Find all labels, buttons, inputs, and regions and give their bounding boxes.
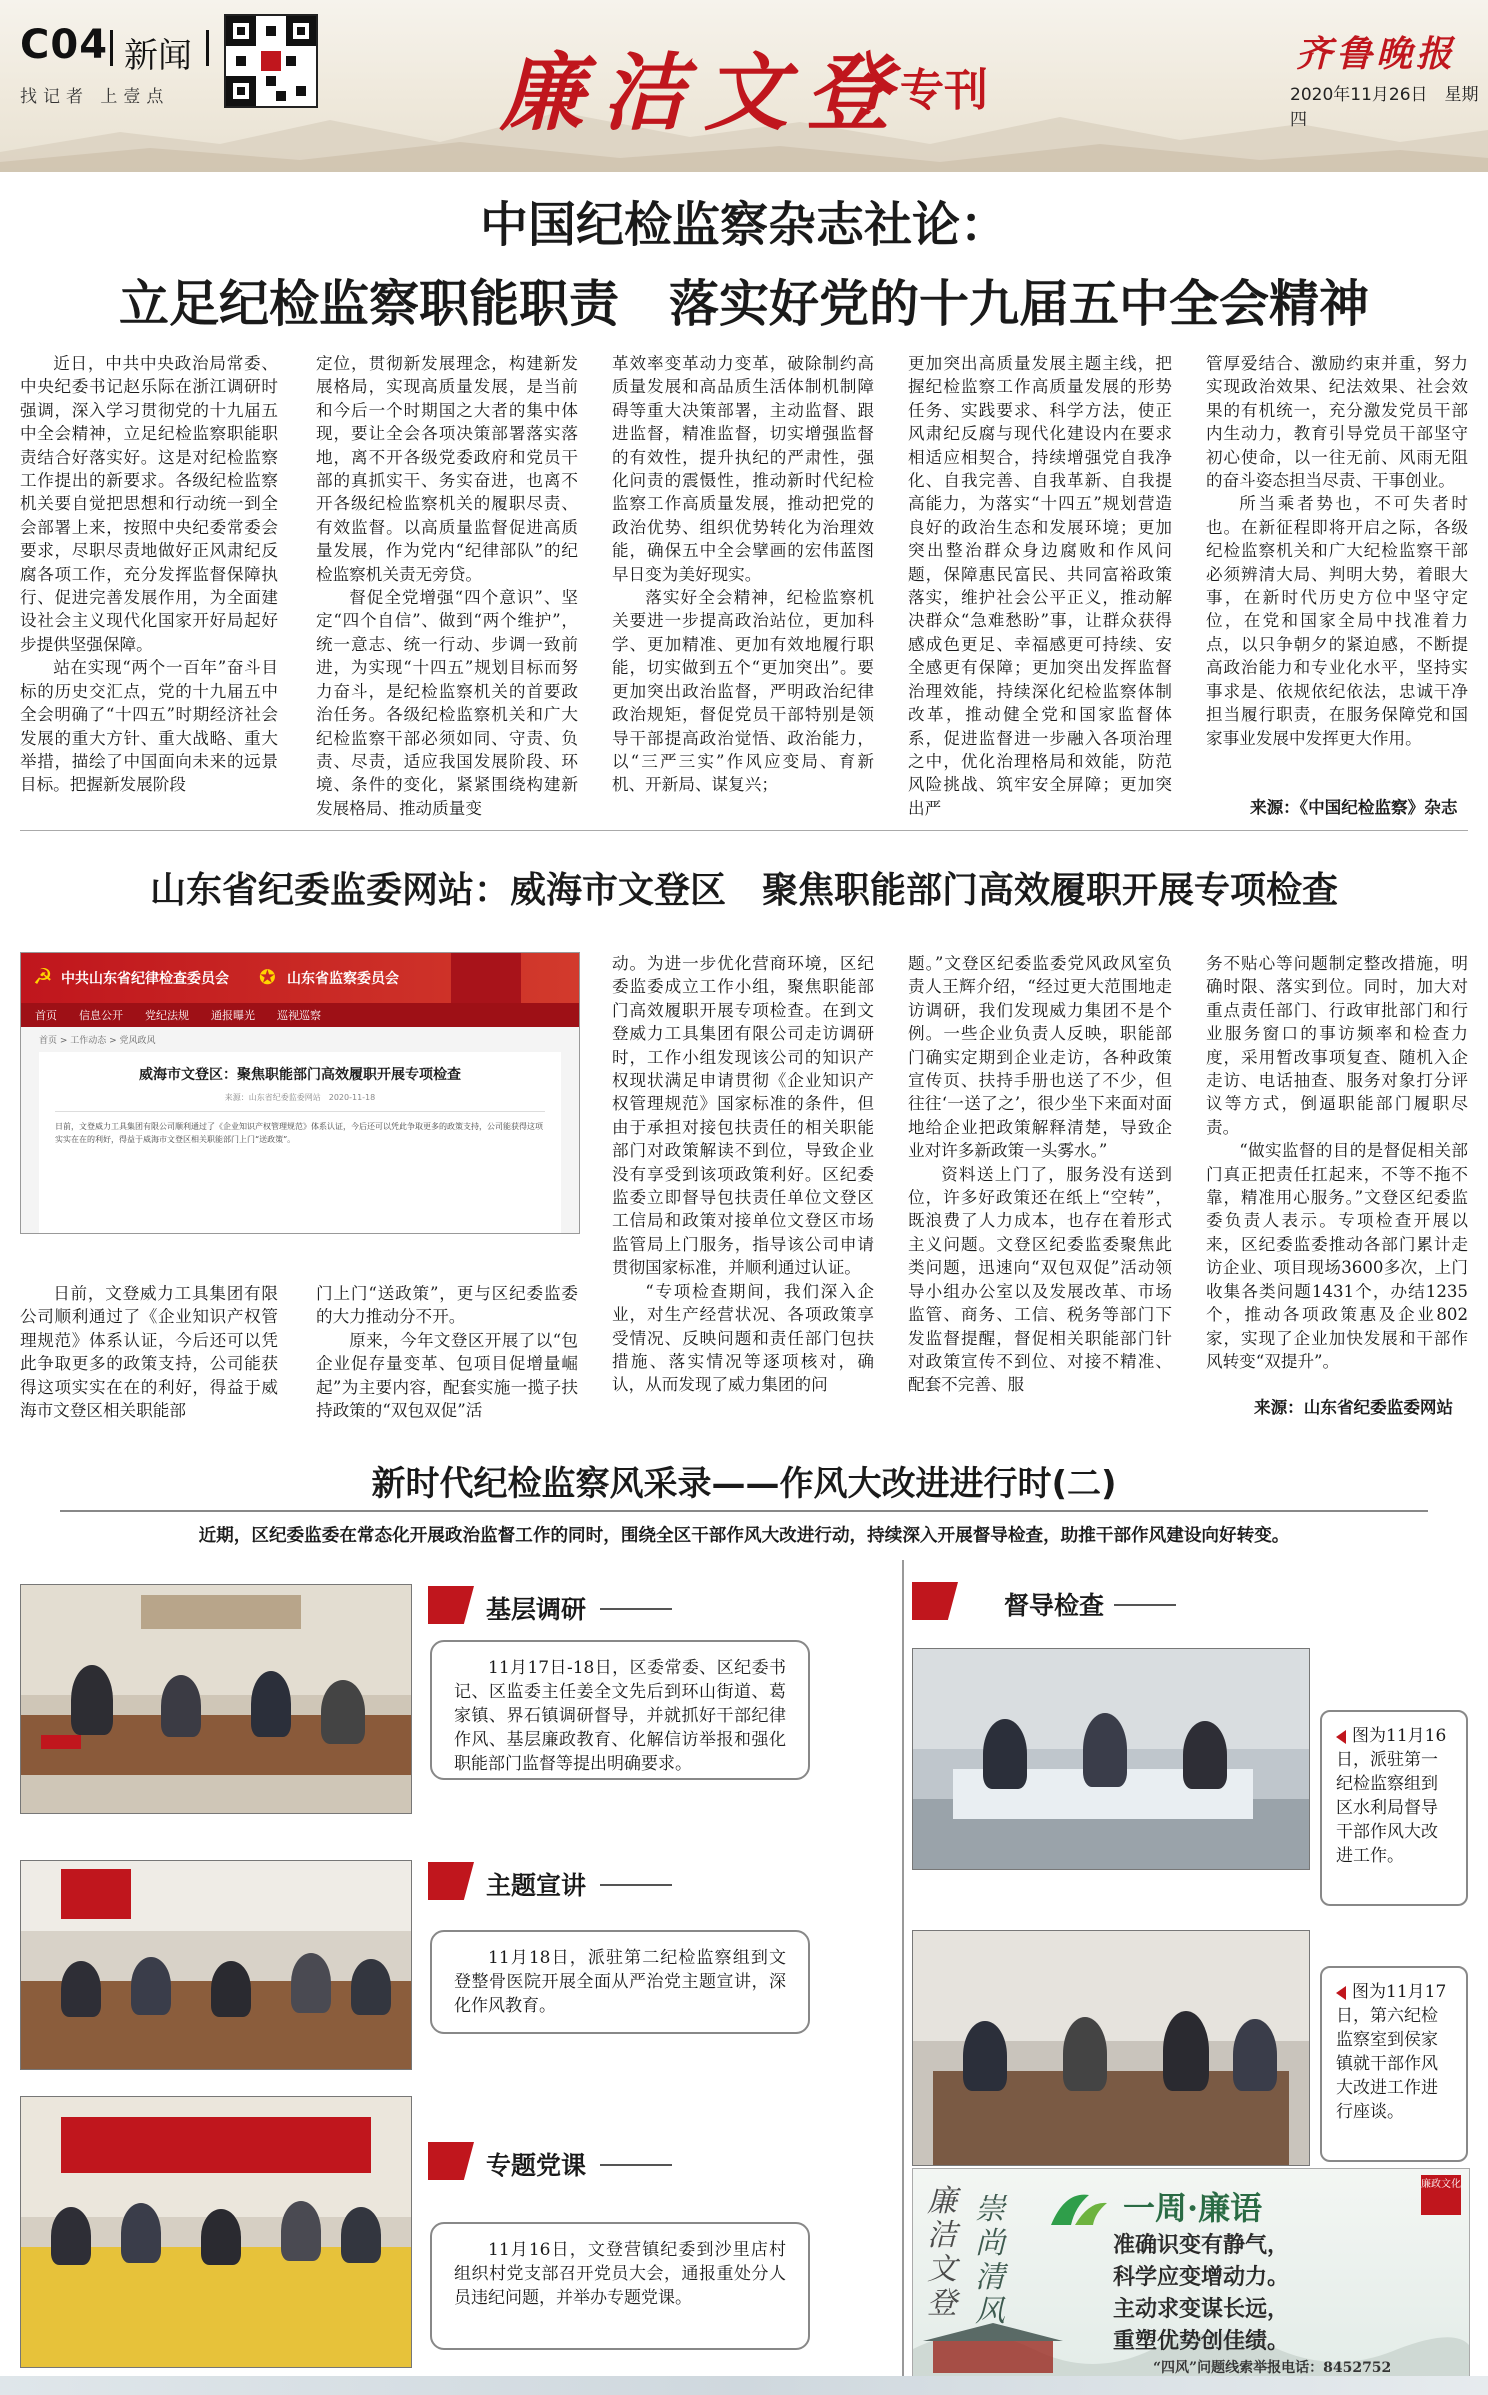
caption-text: 图为11月16日，派驻第一纪检监察组到区水利局督导干部作风大改进工作。 — [1336, 1726, 1447, 1866]
arrow-left-icon — [1336, 1986, 1346, 2000]
slogan: 找记者 上壹点 — [20, 87, 170, 107]
article1-column-1 — [20, 352, 278, 797]
bottom-decoration — [0, 2376, 1488, 2395]
photo-theme-lecture — [20, 1860, 412, 2070]
divider — [1114, 1604, 1176, 1606]
site-org-1: 中共山东省纪律检查委员会 — [61, 971, 229, 987]
article2-title: 山东省纪委监委网站：威海市文登区 聚焦职能部门高效履职开展专项检查 — [149, 870, 1338, 911]
article1-column-5 — [1206, 352, 1468, 750]
ad-title: 一周·廉语 — [1123, 2189, 1263, 2227]
ad-seal: 廉政文化 — [1421, 2175, 1461, 2215]
photo-caption — [1320, 1966, 1468, 2162]
photo-party-lecture — [20, 2096, 412, 2368]
article3-intro: 近期，区纪委监委在常态化开展政治监督工作的同时，围绕全区干部作风大改进行动，持续深入开展督导检查，助推干部作风建设向好转变。 — [198, 1526, 1290, 1546]
section-heading: 主题宣讲 — [486, 1871, 587, 1900]
ad-line: 重塑优势创佳绩。 — [1113, 2328, 1290, 2354]
article2-column-1 — [20, 1282, 278, 1422]
date-text: 2020年11月26日 — [1290, 85, 1428, 105]
paragraph: 11月16日，文登营镇纪委到沙里店村组织村党支部召开党员大会，通报重处分人员违纪问题，并举办专题党课。 — [454, 2240, 786, 2308]
ad-calligraphy-1: 廉洁文登 — [927, 2184, 957, 2321]
arrow-left-icon — [1336, 1730, 1346, 1744]
paragraph: 更加突出高质量发展主题主线，把握纪检监察工作高质量发展的形势任务、实践要求、科学方法，使正风肃纪反腐与现代化建设内在要求相适应相契合，持续增强党自我净化、自我完善、自我革新、自我提高能力，为落实“十四五”规划营造良好的政治生态和发展环境；更加突出整治群众身边腐败和作风问题，保障惠民富民、共同富裕政策落实，维护社会公平正义，推动解决群众“急难愁盼”事，让群众获得感成色更足、幸福感更可持续、安全感更有保障；更加突出发挥监督治理效能，持续深化纪检监察体制改革，推动健全党和国家监督体系，促进监督进一步融入各项治理之中，优化治理格局和效能，防范风险挑战、筑牢安全屏障；更加突出严 — [908, 354, 1172, 818]
site-article — [39, 1052, 561, 1234]
paragraph: 定位，贯彻新发展理念，构建新发展格局，实现高质量发展，是当前和今后一个时期国之大者的集中体现，要让全会各项决策部署落实落地，离不开各级党委政府和党员干部的真抓实干、务实奋进，也离不开各级纪检监察机关的履职尽责、有效监督。以高质量监督促进高质量发展，作为党内“纪律部队”的纪检监察机关责无旁贷。 — [316, 354, 578, 584]
ad-line: 科学应变增动力。 — [1113, 2264, 1290, 2290]
article3-title: 新时代纪检监察风采录——作风大改进进行时(二) — [371, 1464, 1117, 1504]
photo-supervision-1 — [912, 1648, 1310, 1870]
site-article-meta: 来源：山东省纪委监委网站 2020-11-18 — [224, 1093, 376, 1102]
paragraph: 动。为进一步优化营商环境，区纪委监委成立工作小组，聚焦职能部门高效履职开展专项检查。在到文登威力工具集团有限公司走访调研时，工作小组发现该公司的知识产权现状满足申请贯彻《企业知识产权管理规范》国家标准的条件，但由于承担对接包扶责任的相关职能部门对政策解读不到位，导致企业没有享受到该项政策利好。区纪委监委立即督导包扶责任单位文登区工信局和政策对接单位文登区市场监管局上门服务，指导该公司申请贯彻国家标准，并顺利通过认证。 — [612, 954, 874, 1278]
newspaper-logo: 齐鲁晚报 — [1296, 33, 1457, 75]
paragraph: 站在实现“两个一百年”奋斗目标的历史交汇点，党的十九届五中全会明确了“十四五”时期经济社会发展的重大方针、重大战略、重大举措，描绘了中国面向未来的远景目标。把握新发展阶段 — [20, 658, 278, 795]
paragraph: “做实监督的目的是督促相关部门真正把责任扛起来，不等不拖不靠，精准用心服务。”文登区纪委监委负责人表示。专项检查开展以来，区纪委监委推动各部门累计走访企业、项目现场3600多次，上门收集各类问题1431个，办结1235个，推动各项政策惠及企业802家，实现了企业加快发展和干部作风转变“双提升”。 — [1206, 1141, 1468, 1371]
article1-column-2 — [316, 352, 578, 820]
article2-source: 来源：山东省纪委监委网站 — [1254, 1398, 1454, 1417]
article1-column-3 — [612, 352, 874, 797]
website-screenshot — [20, 952, 580, 1234]
paragraph: 所当乘者势也，不可失者时也。在新征程即将开启之际，各级纪检监察机关和广大纪检监察干部必须辨清大局、判明大势，着眼大事，在新时代历史方位中坚守定位，在党和国家全局中找准着力点，以只争朝夕的紧迫感，不断提高政治能力和专业化水平，坚持实事求是、依规依纪依法，忠诚干净担当履行职责，在服务保障党和国家事业发展中发挥更大作用。 — [1206, 494, 1468, 748]
site-breadcrumb: 首页 > 工作动态 > 党风政风 — [39, 1036, 156, 1046]
paragraph: 11月18日，派驻第二纪检监察组到文登整骨医院开展全面从严治党主题宣讲，深化作风教育。 — [454, 1948, 786, 2016]
paragraph: 资料送上门了，服务没有送到位，许多好政策还在纸上“空转”，既浪费了人力成本，也存在着形式主义问题。文登区纪委监委聚焦此类问题，迅速向“双包双促”活动领导小组办公室以及发展改革、市场监管、商务、工信、税务等部门下发监督提醒，督促相关职能部门针对政策宣传不到位、对接不精准、配套不完善、服 — [908, 1164, 1172, 1395]
paragraph: 近日，中共中央政治局常委、中央纪委书记赵乐际在浙江调研时强调，深入学习贯彻党的十九届五中全会精神，立足纪检监察职能职责结合好落实好。这是对纪检监察工作提出的新要求。各级纪检监察机关要自觉把思想和行动统一到全会部署上来，按照中央纪委常委会要求，尽职尽责地做好正风肃纪反腐各项工作，充分发挥监督保障执行、促进完善发展作用，为全面建设社会主义现代化国家开好局起好步提供坚强保障。 — [20, 354, 278, 654]
article1-source: 来源：《中国纪检监察》杂志 — [1250, 798, 1458, 817]
photo-grassroots-research — [20, 1584, 412, 1814]
paragraph: 门上门“送政策”，更与区纪委监委的大力推动分不开。 — [316, 1284, 578, 1327]
masthead — [0, 0, 1488, 172]
weekday-text: 星期四 — [1290, 85, 1479, 130]
site-nav — [21, 1003, 579, 1027]
site-org-2: 山东省监察委员会 — [287, 971, 399, 987]
section-marker-icon — [428, 1862, 474, 1900]
party-emblem-icon: ☭ — [33, 965, 53, 990]
divider — [600, 1608, 672, 1610]
paragraph: 11月17日-18日，区委常委、区纪委书记、区监委主任姜全文先后到环山街道、葛家镇、界石镇调研督导，并就抓好干部纪律作风、基层廉政教育、化解信访举报和强化职能部门监督等提出明确要求。 — [454, 1658, 786, 1774]
qr-code-icon[interactable] — [224, 14, 318, 108]
separator — [20, 830, 1468, 831]
site-article-title: 威海市文登区：聚焦职能部门高效履职开展专项检查 — [139, 1067, 461, 1083]
paragraph: 落实好全会精神，纪检监察机关要进一步提高政治站位，更加科学、更加精准、更加有效地履行职能，切实做到五个“更加突出”。要更加突出政治监督，严明政治纪律政治规矩，督促党员干部特别是领导干部提高政治觉悟、政治能力，以“三严三实”作风应变局、育新机、开新局、谋复兴； — [612, 588, 874, 795]
section-text-box — [430, 1930, 810, 2034]
section-name: 新闻 — [124, 36, 192, 76]
paragraph: 题。”文登区纪委监委党风政风室负责人王辉介绍，“经过更大范围地走访调研，我们发现威力集团不是个例。一些企业负责人反映，职能部门确实定期到企业走访，各种政策宣传页、扶持手册也送了不少，但往往‘一送了之’，很少坐下来面对面地给企业把政策解释清楚，导致企业对许多新政策一头雾水。” — [908, 954, 1172, 1161]
column-suffix: 专刊 — [900, 65, 988, 116]
section-text-box — [430, 2222, 810, 2350]
ad-line: 准确识变有静气， — [1113, 2232, 1290, 2258]
issue-date — [1290, 80, 1488, 130]
divider — [600, 1884, 672, 1886]
article2-column-4 — [908, 952, 1172, 1397]
divider — [600, 2164, 672, 2166]
section-heading: 督导检查 — [1004, 1591, 1105, 1620]
paragraph: 日前，文登威力工具集团有限公司顺利通过了《企业知识产权管理规范》体系认证，今后还可以凭此争取更多的政策支持，公司能获得这项实实在在的利好，得益于威海市文登区相关职能部 — [20, 1284, 278, 1421]
ad-line: 主动求变谋长远， — [1113, 2296, 1290, 2322]
divider — [110, 30, 113, 66]
ad-hotline: “四风”问题线索举报电话：8452752 — [1153, 2360, 1392, 2376]
page-number: C04 — [20, 22, 109, 68]
site-content — [21, 1027, 579, 1234]
ad-calligraphy-2: 崇尚清风 — [975, 2192, 1005, 2329]
column-divider — [902, 1560, 904, 2380]
caption-text: 图为11月17日，第六纪检监察室到侯家镇就干部作风大改进工作进行座谈。 — [1336, 1982, 1447, 2122]
ad-logo-icon — [1045, 2185, 1111, 2235]
gate-image — [451, 953, 521, 1003]
paragraph: 督促全党增强“四个意识”、坚定“四个自信”、做到“两个维护”，统一意志、统一行动、步调一致前进，为实现“十四五”规划目标而努力奋斗，是纪检监察机关的首要政治任务。各级纪检监察机关和广大纪检监察干部必须如同、守责、负责、尽责，适应我国发展阶段、环境、条件的变化，紧紧围绕构建新发展格局、推动质量变 — [316, 588, 578, 818]
site-nav-item[interactable]: 通报曝光 — [211, 1009, 255, 1022]
paragraph: 管厚爱结合、激励约束并重，努力实现政治效果、纪法效果、社会效果的有机统一，充分激发党员干部内生动力，教育引导党员干部坚守初心使命，以一往无前、风雨无阻的奋斗姿态担当尽责、干事创业。 — [1206, 354, 1468, 491]
section-marker-icon — [428, 1586, 474, 1624]
article2-column-3 — [612, 952, 874, 1397]
site-nav-item[interactable]: 首页 — [35, 1009, 57, 1022]
site-article-snippet: 日前，文登威力工具集团有限公司顺利通过了《企业知识产权管理规范》体系认证，今后还可以凭此争取更多的政策支持，公司能获得这项实实在在的利好，得益于威海市文登区相关职能部门上门“送政策”。 — [55, 1122, 543, 1144]
national-emblem-icon: ✪ — [259, 965, 276, 989]
photo-supervision-2 — [912, 1930, 1310, 2166]
article2-column-2 — [316, 1282, 578, 1422]
section-heading: 基层调研 — [486, 1595, 587, 1624]
column-title: 廉洁文登 — [500, 43, 909, 142]
article1-title-line2: 立足纪检监察职能职责 落实好党的十九届五中全会精神 — [119, 275, 1369, 333]
paragraph: “专项检查期间，我们深入企业，对生产经营状况、各项政策享受情况、反映问题和责任部门包扶措施、落实情况等逐项核对，确认，从而发现了威力集团的问 — [612, 1281, 874, 1395]
section-heading: 专题党课 — [486, 2151, 587, 2180]
ad-lines — [1113, 2229, 1289, 2357]
photo-caption — [1320, 1710, 1468, 1906]
site-nav-item[interactable]: 信息公开 — [79, 1009, 123, 1022]
section-marker-icon — [912, 1582, 958, 1620]
article1-column-4 — [908, 352, 1172, 820]
site-nav-item[interactable]: 党纪法规 — [145, 1009, 189, 1022]
paragraph: 原来，今年文登区开展了以“包企业促存量变革、包项目促增量崛起”为主要内容，配套实施一揽子扶持政策的“双包双促”活 — [316, 1330, 578, 1421]
paragraph: 革效率变革动力变革，破除制约高质量发展和高品质生活体制机制障碍等重大决策部署，主动监督、跟进监督，精准监督，切实增强监督的有效性，提升执纪的严肃性，强化问责的震慑性，推动新时代纪检监察工作高质量发展，推动把党的政治优势、组织优势转化为治理效能，确保五中全会擘画的宏伟蓝图早日变为美好现实。 — [612, 354, 874, 584]
article1-title-line1: 中国纪检监察杂志社论： — [479, 197, 1008, 253]
article2-column-5 — [1206, 952, 1468, 1373]
divider — [55, 1111, 545, 1112]
section-text-box — [430, 1640, 810, 1780]
paragraph: 务不贴心等问题制定整改措施，明确时限、落实到位。同时，加大对重点责任部门、行政审批部门和行业服务窗口的事访频率和检查力度，采用暂改事项复查、随机入企走访、电话抽查、服务对象打分评议等方式，倒逼职能部门履职尽责。 — [1206, 954, 1468, 1137]
site-banner — [21, 953, 579, 1003]
integrity-quote-ad — [912, 2168, 1470, 2382]
site-nav-item[interactable]: 巡视巡察 — [277, 1009, 321, 1022]
divider — [206, 30, 209, 66]
section-marker-icon — [428, 2142, 474, 2180]
